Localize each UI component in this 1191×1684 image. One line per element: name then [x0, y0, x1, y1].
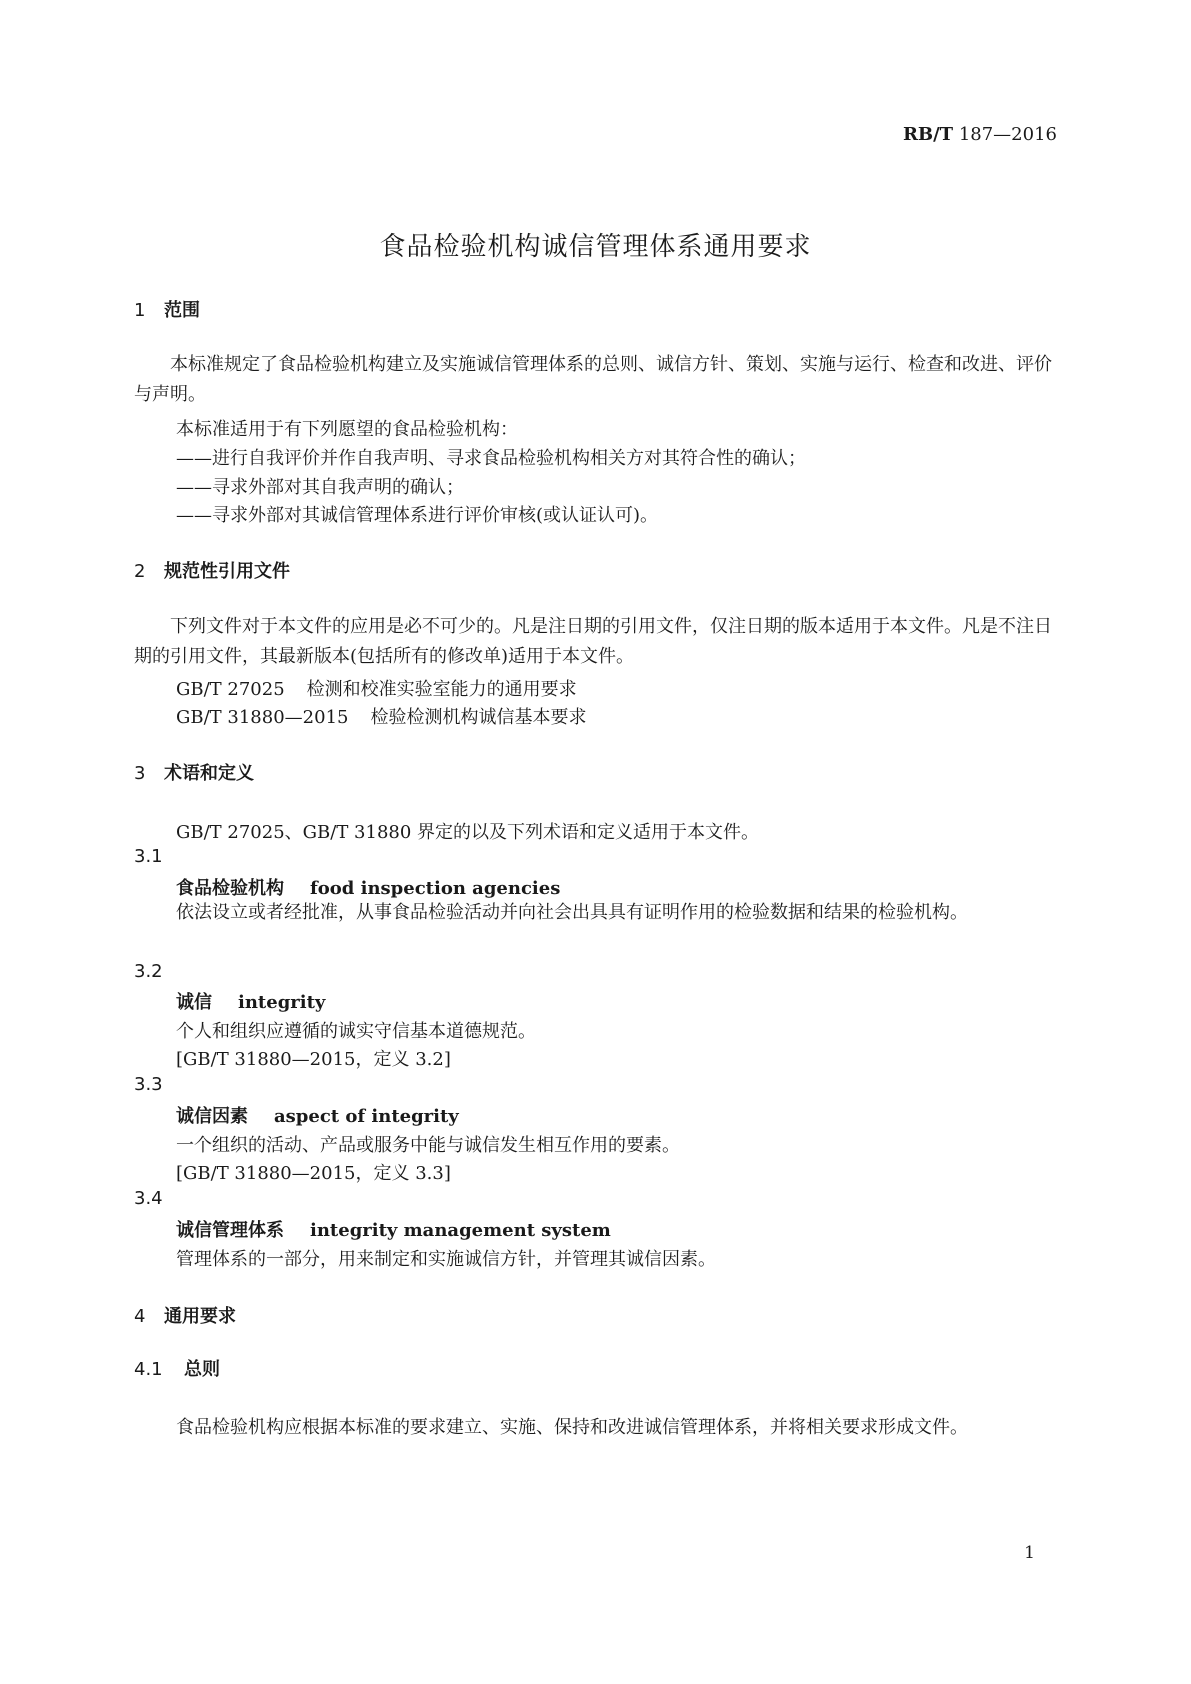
paragraph: 本标准规定了食品检验机构建立及实施诚信管理体系的总则、诚信方针、策划、实施与运行、检查和改进、评价与声明。 — [134, 354, 1052, 405]
paragraph: GB/T 27025、GB/T 31880 界定的以及下列术语和定义适用于本文件。 — [176, 822, 760, 843]
term-number: 3.1 — [134, 846, 163, 867]
term-heading — [176, 1216, 611, 1242]
section-number: 3 — [134, 763, 146, 784]
subsection-4-1-heading — [134, 1355, 220, 1381]
section-2-heading — [134, 557, 290, 583]
section-title: 通用要求 — [164, 1306, 236, 1327]
term-number: 3.3 — [134, 1074, 163, 1095]
term-source: [GB/T 31880—2015，定义 3.2] — [176, 1049, 451, 1070]
term-heading — [176, 874, 560, 900]
section-number: 1 — [134, 300, 146, 321]
term-en: food inspection agencies — [310, 878, 561, 899]
paragraph: 食品检验机构应根据本标准的要求建立、实施、保持和改进诚信管理体系，并将相关要求形成文件。 — [176, 1417, 968, 1438]
term-cn: 诚信 — [176, 992, 212, 1013]
section-3-heading — [134, 759, 254, 785]
section-4-heading — [134, 1302, 236, 1328]
reference-code: GB/T 27025 — [176, 679, 285, 700]
standard-number: 187—2016 — [958, 124, 1057, 145]
term-definition: 一个组织的活动、产品或服务中能与诚信发生相互作用的要素。 — [176, 1135, 680, 1156]
section-1-heading — [134, 296, 200, 322]
term-heading — [176, 988, 325, 1014]
term-definition: 依法设立或者经批准，从事食品检验活动并向社会出具具有证明作用的检验数据和结果的检验机构。 — [176, 902, 968, 923]
document-title: 食品检验机构诚信管理体系通用要求 — [379, 232, 812, 262]
term-en: integrity management system — [310, 1220, 611, 1241]
section-number: 4 — [134, 1306, 146, 1327]
term-number: 3.4 — [134, 1188, 163, 1209]
term-definition: 管理体系的一部分，用来制定和实施诚信方针，并管理其诚信因素。 — [176, 1249, 716, 1270]
reference-name: 检验检测机构诚信基本要求 — [370, 707, 587, 728]
term-cn: 诚信管理体系 — [176, 1220, 284, 1241]
subsection-title: 总则 — [184, 1359, 220, 1380]
paragraph: 本标准适用于有下列愿望的食品检验机构： — [176, 419, 518, 440]
term-definition: 个人和组织应遵循的诚实守信基本道德规范。 — [176, 1021, 536, 1042]
term-number: 3.2 — [134, 961, 163, 982]
standard-prefix: RB/T — [902, 124, 954, 145]
list-item: ——进行自我评价并作自我声明、寻求食品检验机构相关方对其符合性的确认； — [176, 448, 806, 469]
term-en: aspect of integrity — [274, 1106, 459, 1127]
term-en: integrity — [238, 992, 326, 1013]
section-title: 规范性引用文件 — [164, 561, 290, 582]
reference-name: 检测和校准实验室能力的通用要求 — [306, 679, 577, 700]
subsection-number: 4.1 — [134, 1359, 163, 1380]
term-heading — [176, 1102, 459, 1128]
term-cn: 诚信因素 — [176, 1106, 248, 1127]
page-number: 1 — [1024, 1543, 1035, 1563]
reference-item — [176, 675, 577, 701]
section-title: 术语和定义 — [164, 763, 254, 784]
list-item: ——寻求外部对其自我声明的确认； — [176, 477, 464, 498]
standard-code — [903, 124, 1057, 145]
section-title: 范围 — [164, 300, 200, 321]
reference-code: GB/T 31880—2015 — [176, 707, 349, 728]
term-cn: 食品检验机构 — [176, 878, 284, 899]
paragraph: 下列文件对于本文件的应用是必不可少的。凡是注日期的引用文件，仅注日期的版本适用于本文件。凡是不注日期的引用文件，其最新版本(包括所有的修改单)适用于本文件。 — [134, 616, 1052, 667]
reference-item — [176, 703, 586, 729]
list-item: ——寻求外部对其诚信管理体系进行评价审核(或认证认可)。 — [176, 505, 659, 526]
term-source: [GB/T 31880—2015，定义 3.3] — [176, 1163, 451, 1184]
section-number: 2 — [134, 561, 146, 582]
